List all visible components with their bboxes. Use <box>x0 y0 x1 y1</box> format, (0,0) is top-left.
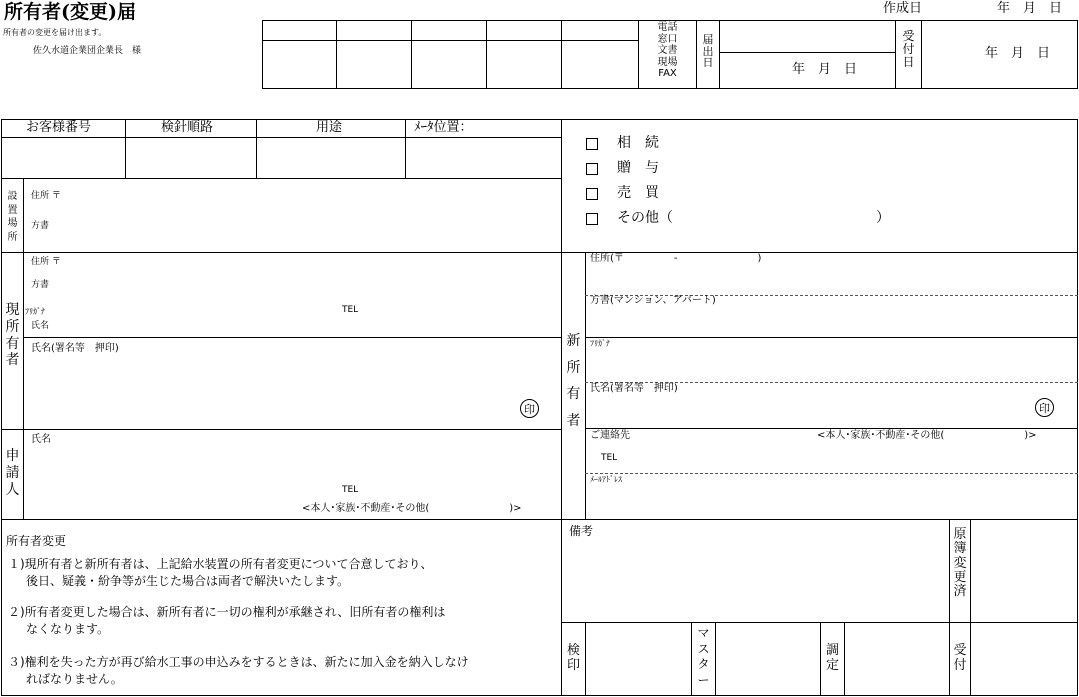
route-header: 検針順路 <box>161 120 214 135</box>
reason-other-checkbox[interactable] <box>586 213 598 225</box>
adjust-label: 調 定 <box>825 643 839 673</box>
remarks-field[interactable] <box>563 540 947 620</box>
current-sign-field[interactable] <box>25 358 515 426</box>
ledger-updated-label: 原 簿 変 更 済 <box>953 527 967 600</box>
reason-other-label: その他（ <box>617 210 673 226</box>
terms-item-3: ３)権利を失った方が再び給水工事の申込みをするときは、新たに加入金を納入しなけ <box>8 655 469 669</box>
meter-position-field[interactable] <box>407 139 559 176</box>
adjust-field[interactable] <box>846 624 947 694</box>
reason-inheritance-checkbox[interactable] <box>586 138 598 150</box>
method-phone[interactable]: 電話 <box>657 22 678 33</box>
route-field[interactable] <box>127 139 254 176</box>
receipt-field[interactable] <box>972 624 1076 694</box>
reason-inheritance-label: 相 続 <box>617 135 659 151</box>
new-email-label: ﾒｰﾙｱﾄﾞﾚｽ <box>590 475 622 484</box>
filed-date-label: 届 出 日 <box>702 33 714 70</box>
method-counter[interactable]: 窓口 <box>657 33 678 45</box>
new-tel-label: TEL <box>601 453 618 463</box>
install-site-label: 設 置 場 所 <box>7 191 18 243</box>
meter-position-header: ﾒｰﾀ位置： <box>414 120 473 135</box>
current-furigana-label: ﾌﾘｶﾞﾅ <box>25 307 45 316</box>
current-owner-label: 現 所 有 者 <box>5 302 20 369</box>
applicant-relation-options[interactable]: <本人･家族･不動産･その他( )> <box>302 503 522 514</box>
received-date-label: 受 付 日 <box>902 29 915 70</box>
method-site[interactable]: 現場 <box>657 56 678 68</box>
contact-method-list <box>640 22 695 80</box>
new-sign-field[interactable] <box>587 398 1027 426</box>
customer-number-field[interactable] <box>3 139 123 176</box>
created-date-field[interactable]: 年 月 日 <box>997 1 1063 16</box>
applicant-name-label: 氏名 <box>31 434 51 445</box>
remarks-label: 備考 <box>569 524 594 538</box>
new-relation-options[interactable]: <本人･家族･不動産･その他( )> <box>817 430 1037 441</box>
terms-item-2-cont: なくなります。 <box>26 622 110 636</box>
usage-header: 用途 <box>316 120 343 135</box>
method-fax[interactable]: FAX <box>658 68 677 79</box>
created-date-label: 作成日 <box>883 1 923 16</box>
applicant-tel-label: TEL <box>342 485 359 495</box>
reason-sale-checkbox[interactable] <box>586 188 598 200</box>
new-furigana-label: ﾌﾘｶﾞﾅ <box>590 339 610 348</box>
form-title: 所有者(変更)届 <box>4 1 136 23</box>
current-seal-mark: 印 <box>520 399 539 418</box>
current-name-label: 氏名 <box>31 321 50 331</box>
master-field[interactable] <box>717 624 818 694</box>
install-co-label: 方書 <box>31 221 50 231</box>
current-co-label: 方書 <box>31 280 50 290</box>
new-co-label: 方書(マンション、アパート) <box>590 295 716 306</box>
reason-gift-checkbox[interactable] <box>586 163 598 175</box>
terms-heading: 所有者変更 <box>6 534 67 548</box>
receipt-label: 受 付 <box>953 643 967 673</box>
terms-item-1-cont: 後日、疑義・紛争等が生じた場合は両者で解決いたします。 <box>26 574 350 588</box>
method-document[interactable]: 文書 <box>657 45 678 56</box>
install-address-label: 住所 〒 <box>31 191 61 201</box>
addressee: 佐久水道企業団企業長 様 <box>33 46 142 56</box>
terms-item-1: １)現所有者と新所有者は、上記給水装置の所有者変更について合意しており、 <box>8 557 433 571</box>
inspect-seal-field[interactable] <box>587 624 689 694</box>
customer-number-header: お客様番号 <box>26 120 92 135</box>
current-address-label: 住所 〒 <box>31 257 61 267</box>
current-tel-label: TEL <box>342 305 359 315</box>
applicant-label: 申 請 人 <box>5 448 20 498</box>
terms-item-3-cont: ればなりません。 <box>26 672 123 686</box>
reason-other-close: ） <box>876 210 890 226</box>
new-email-field[interactable] <box>587 488 1076 517</box>
master-label: マ ス タ ー <box>697 626 710 687</box>
new-address-label: 住所(〒 - ) <box>590 253 762 264</box>
current-sign-label: 氏名(署名等 押印) <box>31 343 119 354</box>
filed-date-field[interactable]: 年 月 日 <box>792 62 858 77</box>
new-sign-label: 氏名(署名等 押印) <box>590 383 678 394</box>
new-seal-mark: 印 <box>1035 398 1054 417</box>
terms-item-2: ２)所有者変更した場合は、新所有者に一切の権利が承継され、旧所有者の権利は <box>8 605 446 619</box>
new-contact-label: ご連絡先 <box>590 430 630 441</box>
inspect-seal-label: 検 印 <box>566 643 580 673</box>
reason-sale-label: 売 買 <box>617 185 659 201</box>
received-date-field[interactable]: 年 月 日 <box>985 46 1051 61</box>
usage-field[interactable] <box>258 139 403 176</box>
new-owner-label: 新 所 有 者 <box>566 333 581 429</box>
reason-gift-label: 贈 与 <box>617 160 659 176</box>
form-subtitle: 所有者の変更を届け出ます。 <box>3 28 107 37</box>
